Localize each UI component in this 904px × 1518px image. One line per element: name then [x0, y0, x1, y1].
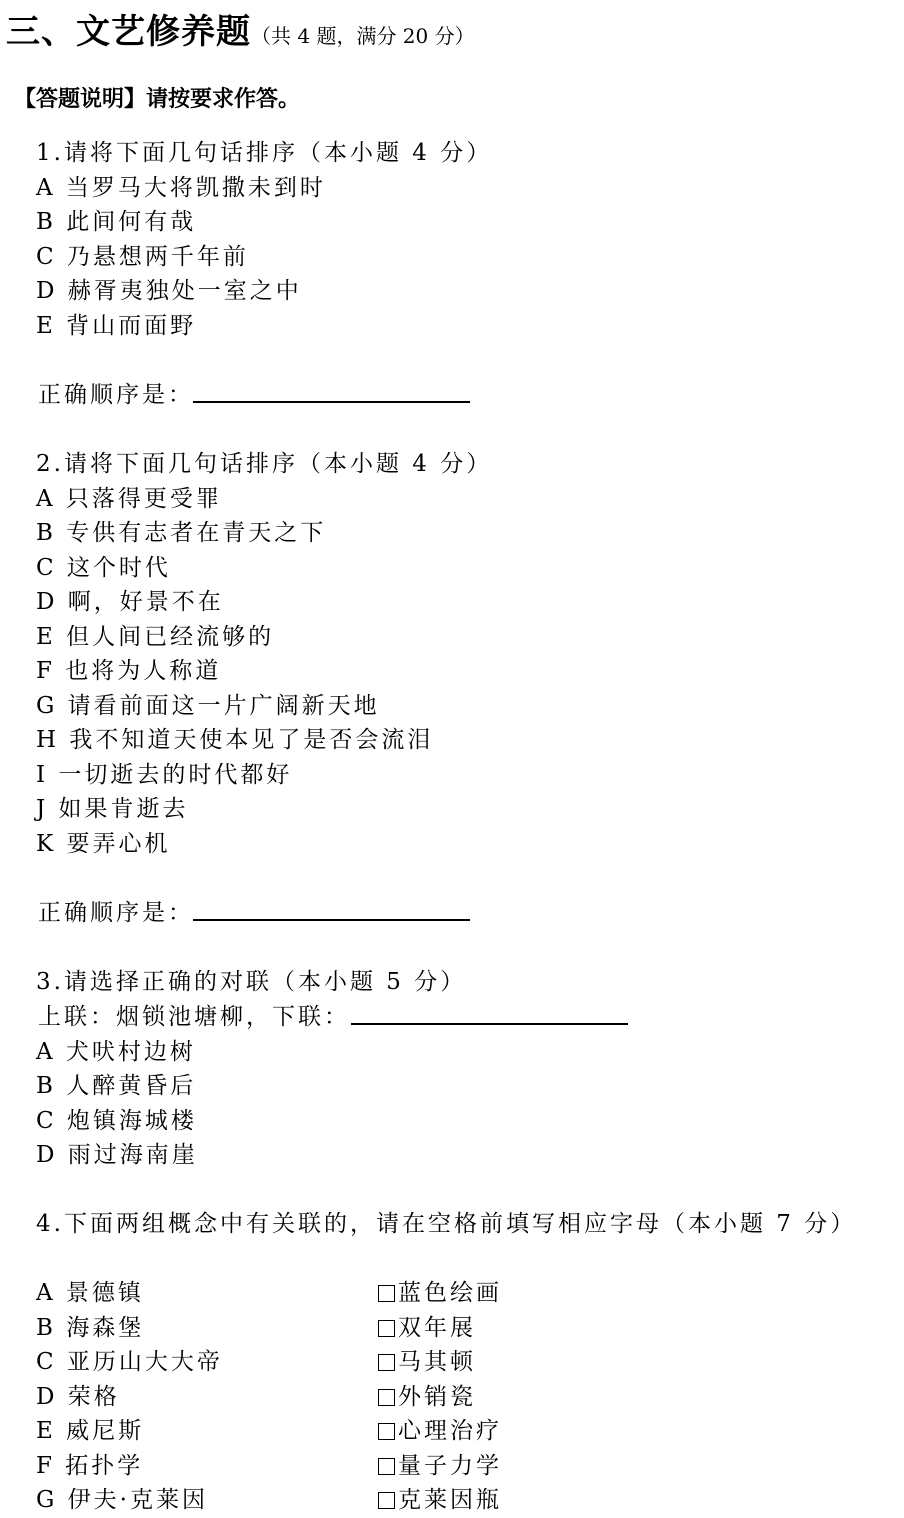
section-subtitle: （共 4 题，满分 20 分）: [251, 24, 475, 48]
q4-left-f: F 拓扑学: [36, 1453, 144, 1479]
q3-prompt: 3.请选择正确的对联（本小题 5 分）: [36, 969, 467, 995]
section-title: [6, 4, 475, 53]
q4-right-item: [378, 1481, 502, 1514]
q2-prompt: 2.请将下面几句话排序（本小题 4 分）: [36, 451, 493, 477]
q1-option-e: E 背山而面野: [36, 313, 197, 339]
q2-option-b: B 专供有志者在青天之下: [36, 520, 327, 546]
instruction-text: 【答题说明】请按要求作答。: [14, 87, 301, 112]
q4-prompt: 4.下面两组概念中有关联的，请在空格前填写相应字母（本小题 7 分）: [36, 1211, 857, 1237]
q1-option-d: D 赫胥夷独处一室之中: [36, 278, 302, 304]
q4-right-item: [378, 1447, 502, 1480]
q4-right-label: 双年展: [398, 1315, 476, 1341]
q1-option-c: C 乃悬想两千年前: [36, 244, 249, 270]
q4-right-item: [378, 1343, 476, 1376]
q2-option-g: G 请看前面这一片广阔新天地: [36, 693, 380, 719]
q4-right-label: 马其顿: [398, 1349, 476, 1375]
q2-option-h: H 我不知道天使本见了是否会流泪: [36, 727, 434, 753]
answer-checkbox[interactable]: [378, 1320, 395, 1337]
q4-left-e: E 威尼斯: [36, 1418, 145, 1444]
q4-right-label: 蓝色绘画: [398, 1280, 502, 1306]
answer-checkbox[interactable]: [378, 1389, 395, 1406]
q4-right-label: 量子力学: [398, 1453, 502, 1479]
answer-checkbox[interactable]: [378, 1492, 395, 1509]
q2-option-a: A 只落得更受罪: [36, 486, 222, 512]
q2-option-c: C 这个时代: [36, 555, 171, 581]
answer-checkbox[interactable]: [378, 1458, 395, 1475]
q3-couplet: 上联：烟锁池塘柳，下联：: [38, 1004, 350, 1030]
answer-checkbox[interactable]: [378, 1354, 395, 1371]
q1-answer-blank[interactable]: [193, 401, 470, 403]
q3-option-d: D 雨过海南崖: [36, 1142, 198, 1168]
q2-answer-label: 正确顺序是：: [38, 900, 194, 926]
q2-option-d: D 啊，好景不在: [36, 589, 224, 615]
q4-left-a: A 景德镇: [36, 1280, 144, 1306]
q4-right-item: [378, 1412, 502, 1445]
q4-right-item: [378, 1274, 502, 1307]
q2-option-f: F 也将为人称道: [36, 658, 222, 684]
q3-option-b: B 人醉黄昏后: [36, 1073, 197, 1099]
q3-answer-blank[interactable]: [351, 1023, 628, 1025]
q4-right-item: [378, 1309, 476, 1342]
q4-right-label: 外销瓷: [398, 1384, 476, 1410]
answer-checkbox[interactable]: [378, 1285, 395, 1302]
q3-option-a: A 犬吠村边树: [36, 1039, 196, 1065]
q4-right-item: [378, 1378, 476, 1411]
q1-answer-label: 正确顺序是：: [38, 382, 194, 408]
q4-left-b: B 海森堡: [36, 1315, 145, 1341]
q2-option-e: E 但人间已经流够的: [36, 624, 275, 650]
q4-left-g: G 伊夫·克莱因: [36, 1487, 208, 1513]
section-title-text: 三、文艺修养题: [6, 12, 251, 52]
q2-option-j: J 如果肯逝去: [36, 796, 189, 822]
q2-option-i: I 一切逝去的时代都好: [36, 762, 293, 788]
q1-prompt: 1.请将下面几句话排序（本小题 4 分）: [36, 140, 493, 166]
q4-left-d: D 荣格: [36, 1384, 120, 1410]
q1-option-b: B 此间何有哉: [36, 209, 197, 235]
q4-right-label: 克莱因瓶: [398, 1487, 502, 1513]
q4-right-label: 心理治疗: [398, 1418, 502, 1444]
q2-option-k: K 要弄心机: [36, 831, 171, 857]
q1-option-a: A 当罗马大将凯撒未到时: [36, 175, 326, 201]
q3-option-c: C 炮镇海城楼: [36, 1108, 197, 1134]
answer-checkbox[interactable]: [378, 1423, 395, 1440]
q2-answer-blank[interactable]: [193, 919, 470, 921]
q4-left-c: C 亚历山大大帝: [36, 1349, 223, 1375]
